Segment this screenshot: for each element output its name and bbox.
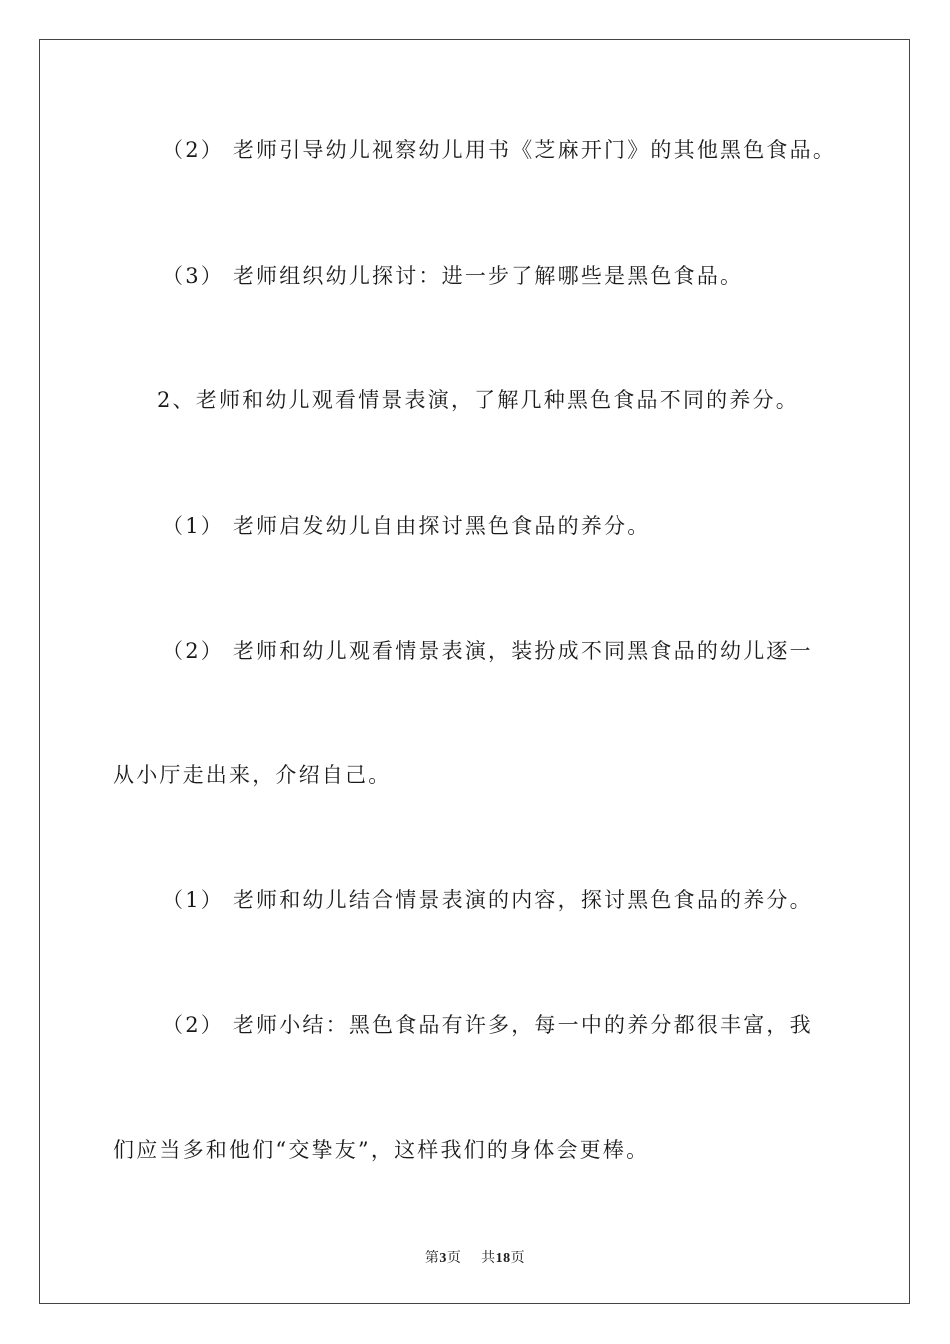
footer-page-number: 3 [439,1251,447,1266]
footer-total-suffix: 页 [510,1250,526,1266]
page-border [39,39,910,1304]
paragraph-5-continued: 从小厅走出来，介绍自己。 [113,763,392,787]
paragraph-1: （2） 老师引导幼儿视察幼儿用书《芝麻开门》的其他黑色食品。 [162,138,837,162]
paragraph-4: （1） 老师启发幼儿自由探讨黑色食品的养分。 [162,514,651,538]
footer-page-prefix: 第 [424,1250,440,1266]
footer-page-suffix: 页 [446,1250,462,1266]
paragraph-6: （1） 老师和幼儿结合情景表演的内容，探讨黑色食品的养分。 [162,888,813,912]
paragraph-7: （2） 老师小结：黑色食品有许多，每一中的养分都很丰富，我 [162,1013,813,1037]
paragraph-7-continued: 们应当多和他们“交挚友”，这样我们的身体会更棒。 [113,1138,650,1162]
paragraph-5: （2） 老师和幼儿观看情景表演，装扮成不同黑食品的幼儿逐一 [162,639,813,663]
page-footer [0,1247,950,1267]
paragraph-3: 2、老师和幼儿观看情景表演，了解几种黑色食品不同的养分。 [157,388,799,412]
footer-total-prefix: 共 [481,1250,496,1266]
paragraph-2: （3） 老师组织幼儿探讨：进一步了解哪些是黑色食品。 [162,264,744,288]
footer-total-pages: 18 [495,1251,511,1266]
